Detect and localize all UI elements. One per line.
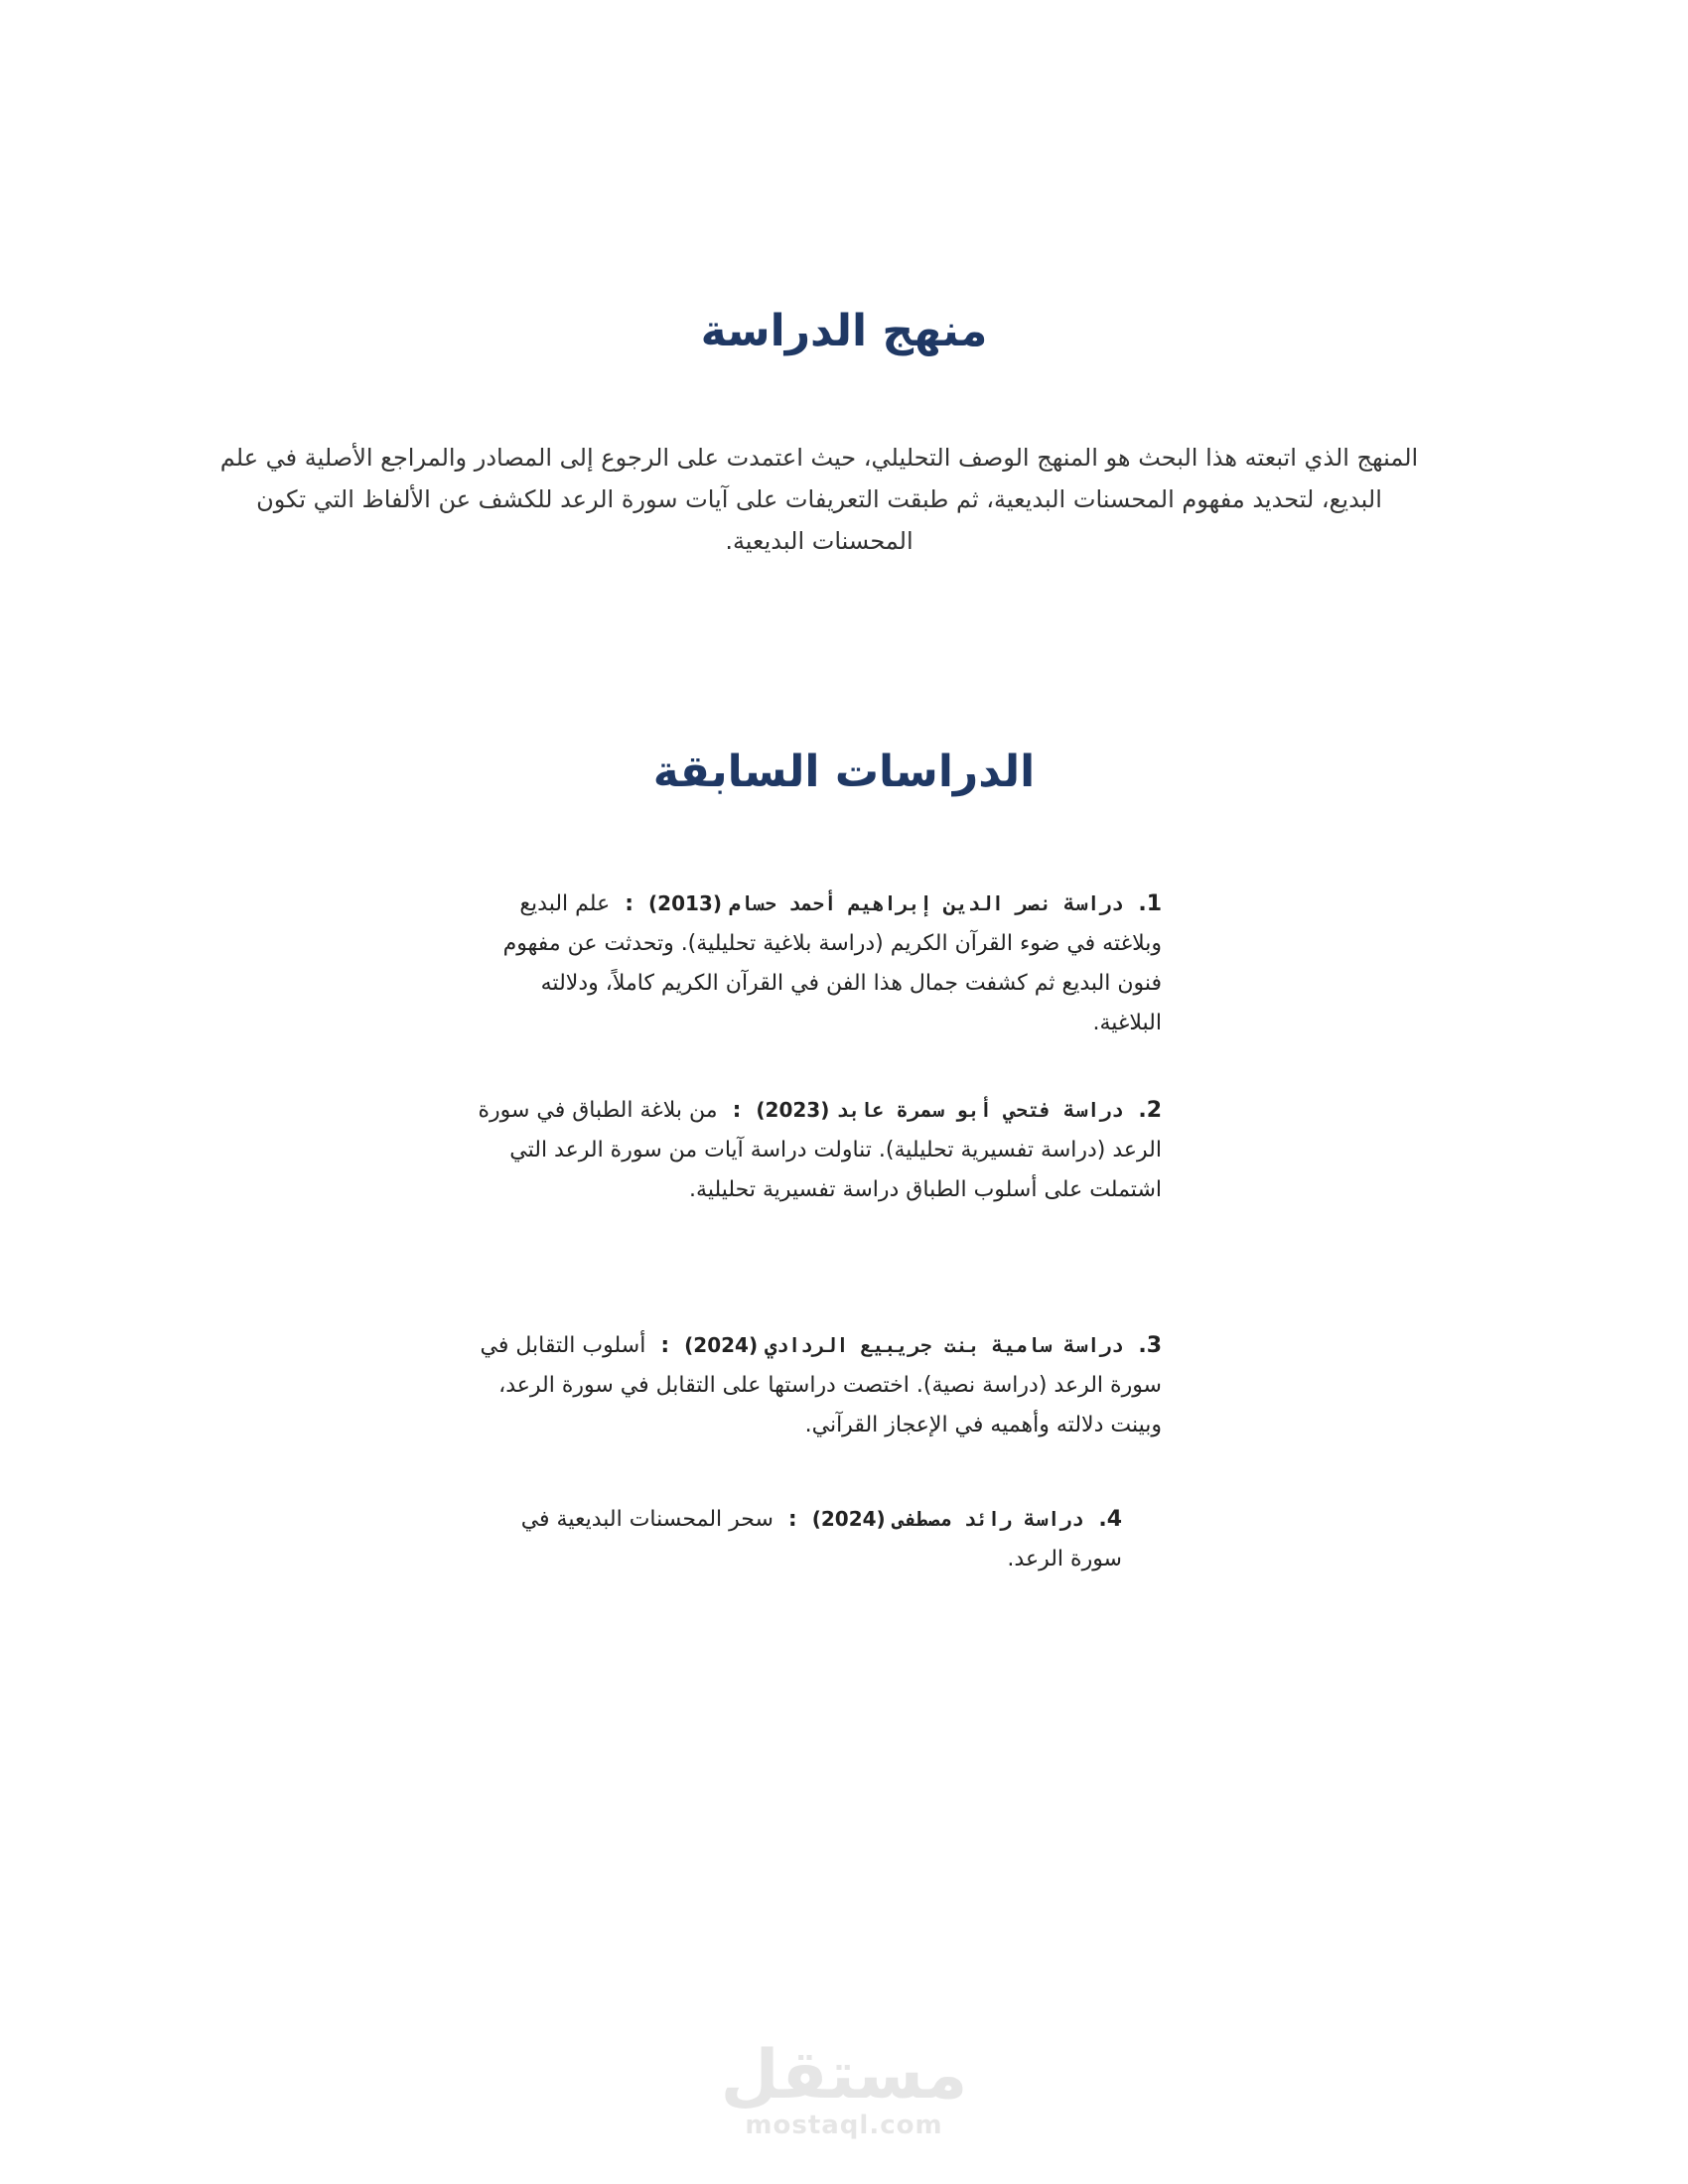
method-paragraph: المنهج الذي اتبعته هذا البحث هو المنهج الوصف التحليلي، حيث اعتمدت على الرجوع إلى المصادر والمراجع الأصلية في علم البديع، لتحديد مفهوم المحسنات البديعية، ثم طبقت التعريفات على آيات سورة الرعد للكشف عن الألفاظ التي تكون المحسنات البديعية. [219, 444, 1419, 555]
study-item-1 [467, 884, 1162, 1043]
study-number: 1. [1138, 891, 1162, 916]
study-item-3 [467, 1325, 1162, 1445]
study-author: دراسة فتحي أبو سمرة عابد [836, 1098, 1124, 1122]
study-author: دراسة نصر الدين إبراهيم أحمد حسام [728, 891, 1124, 915]
watermark-url: mostaql.com [745, 2111, 943, 2140]
study-separator: : [660, 1333, 670, 1358]
study-text: أسلوب التقابل في سورة الرعد (دراسة نصية). اختصت دراستها على التقابل في سورة الرعد، وبينت دلالته وأهميه في الإعجاز القرآني. [480, 1333, 1162, 1437]
method-heading: منهج الدراسة [700, 306, 988, 356]
study-text: علم البديع وبلاغته في ضوء القرآن الكريم (دراسة بلاغية تحليلية). وتحدثت عن مفهوم فنون البديع ثم كشفت جمال هذا الفن في القرآن الكريم كاملاً، ودلالته البلاغية. [502, 891, 1162, 1035]
study-item-2 [467, 1090, 1162, 1210]
study-text: سحر المحسنات البديعية في سورة الرعد. [520, 1507, 1122, 1571]
study-number: 3. [1138, 1333, 1162, 1358]
study-author: دراسة رائد مصطفى [892, 1507, 1084, 1531]
study-separator: : [732, 1098, 742, 1123]
study-year: (2024) [811, 1507, 886, 1531]
study-year: (2013) [648, 891, 722, 915]
study-item-4 [467, 1499, 1122, 1579]
study-number: 2. [1138, 1098, 1162, 1123]
study-separator: : [787, 1507, 797, 1532]
study-author: دراسة سامية بنت جريبيع الردادي [765, 1333, 1124, 1357]
study-text: من بلاغة الطباق في سورة الرعد (دراسة تفسيرية تحليلية). تناولت دراسة آيات من سورة الرعد التي اشتملت على أسلوب الطباق دراسة تفسيرية تحليلية. [478, 1098, 1162, 1202]
mostaql-watermark [695, 2036, 993, 2140]
study-year: (2023) [756, 1098, 830, 1122]
study-year: (2024) [684, 1333, 759, 1357]
prior-studies-heading: الدراسات السابقة [652, 747, 1036, 797]
study-number: 4. [1098, 1507, 1122, 1532]
watermark-logo: مستقل [720, 2036, 968, 2115]
study-separator: : [625, 891, 634, 916]
